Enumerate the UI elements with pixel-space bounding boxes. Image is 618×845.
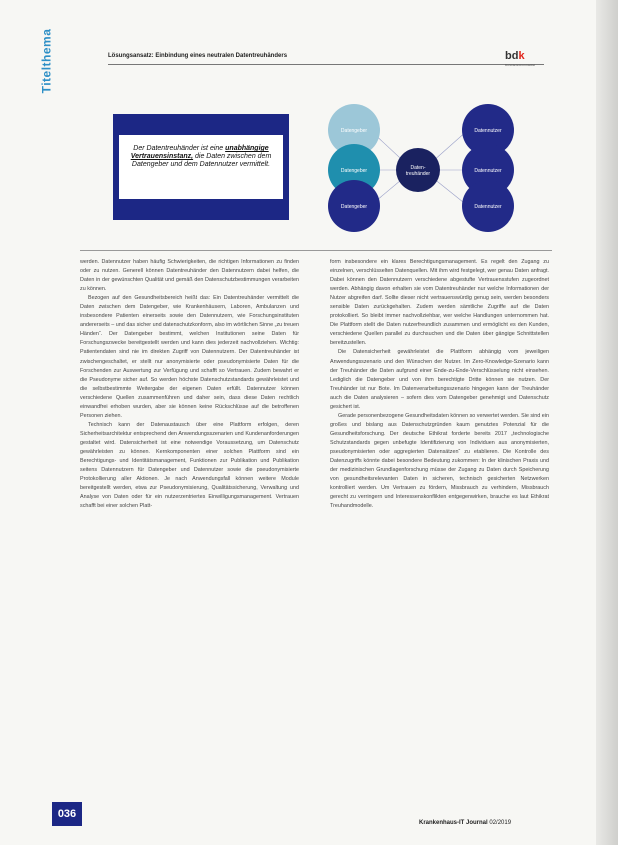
magazine-footer: Krankenhaus-IT Journal 02/2019 (419, 820, 512, 826)
datennutzer-label-1: Datennutzer (474, 128, 502, 134)
callout-inner (119, 135, 283, 199)
page-number: 036 (52, 802, 82, 826)
paragraph: Die Datensicherheit gewährleistet die Plattform abhängig vom jeweiligen Anwendungsszenario und den Wünschen der Nutzer. Im Zero-Knowledge-Szenario kann der Treuhänder die Daten aufgrund einer Ende-zu-Ende-Verschlüsselung nicht einsehen. Lediglich die Datengeber und von ihm berechtigte Dritte können sie nutzen. Der Treuhänder ist nur Bote. Im Datenverarbeitungsszenario hingegen kann der Treuhänder auch die Daten analysieren – sofern dies vom Datengeber genehmigt und Datenschutz gesichert ist. (330, 349, 549, 410)
datentreuhaender-label: Daten- (410, 165, 426, 171)
section-tab (39, 20, 65, 105)
paragraph: form insbesondere ein klares Berechtigungsmanagement. Es regelt den Zugang zu einzelnen, verschlüsselten Datenquellen. Mit ihm wird festgelegt, wer genau Daten anfragt. Dabei können den Datennutzern verschiedene abgestufte Vertrauensstufen zugeordnet werden. Abhängig davon erhalten sie vom Datentreuhänder nur welche Informationen der Nutzer abgreifen darf. Sollte dieser nicht vertrauenswürdig genug sein, werden besonders sensible Daten zurückgehalten. Zudem werden sämtliche Zugriffe auf die Daten protokolliert. So bleibt immer nachvollziehbar, wer welche Handlungen unternommen hat. Die Plattform stellt die Daten nutzerfreundlich zusammen und ermöglicht es den Kunden, verschiedene Quellen parallel zu durchsuchen und die Daten über gängige Schnittstellen bereitzustellen. (330, 259, 549, 347)
figure-header-title: Lösungsansatz: Einbindung eines neutralen Datentreuhänders (108, 53, 288, 59)
bdr-logo: bdk (505, 50, 525, 62)
datentreuhaender-label-2: treuhänder (405, 171, 431, 177)
page-edge-shadow (596, 0, 618, 845)
figure-divider (80, 250, 552, 251)
paragraph: Technisch kann der Datenaustausch über eine Plattform erfolgen, deren Sicherheitsarchitektur entsprechend den Anwendungsszenarien und Kundenanforderungen gestaltet wird. Datensicherheit ist eine notwendige Voraussetzung, um Datenschutz gewährleisten zu können. Kernkomponenten einer solchen Plattform sind ein Berechtigungs- und Identitätsmanagement, Funktionen zur Publikation und Publikation seitens Datennutzern für Datengeber und Datennutzer sowie die pseudonymisierte Protokollierung aller Aktionen. Je nach Anwendungsfall können weitere Module bereitgestellt werden, etwa zur Pseudonymisierung, Qualitätssicherung, Verwaltung und Analyse von Daten oder für ein nutzerzentriertes Einwilligungsmanagement. Vertrauen schafft bei einer solchen Platt- (80, 421, 299, 510)
logo-subtitle: BUNDESDRUCKEREI (505, 63, 536, 67)
datentreuhaender-diagram (318, 98, 544, 236)
datennutzer-label-2: Datennutzer (474, 168, 502, 174)
header-divider (108, 64, 544, 65)
datengeber-label-1: Datengeber (340, 128, 368, 134)
article-column-left (80, 258, 299, 806)
section-tab-label: Titelthema (39, 28, 54, 94)
datengeber-label-2: Datengeber (340, 168, 368, 174)
article-column-right (330, 258, 549, 750)
paragraph: Gerade personenbezogene Gesundheitsdaten können so verwertet werden. Sie sind ein großes und bislang aus Datenschutzgründen kaum genutztes Potenzial für die Gesundheitsforschung. Der deutsche Ethikrat forderte bereits 2017 „technologische Schutzstandards gegen unbefugte Identifizierung von Individuen aus anonymisierten, pseudonymisierten oder aggregierten Datensätzen“ zu etablieren. Die Kontrolle des Datenzugriffs könnte dabei besondere Bedeutung zukommen: In der klinischen Praxis und der medizinischen Grundlagenforschung müsse der Zugang zu Daten durch Speicherung von gesundheitsrelevanten Daten in sicheren, technisch gesicherten Netzwerken kontrolliert werden. Um Vertrauen zu fördern, Missbrauch zu verhindern, Missbrauch gerecht zu verringern und Interessenskonflikten entgegenwirken, brauche es laut Ethikrat Treuhandmodelle. (330, 412, 549, 510)
datengeber-label-3: Datengeber (340, 204, 368, 210)
callout-box (113, 114, 289, 220)
datennutzer-label-3: Datennutzer (474, 204, 502, 210)
paragraph: Bezogen auf den Gesundheitsbereich heißt das: Ein Datentreuhänder vermittelt die Daten zwischen dem Datengeber, wie Krankenhäusern, Laboren, Ambulanzen und insbesondere Patienten einerseits sowie den Datennutzern, wie Forschungsinstituten andererseits – und das sicher und datenschutzkonform, also im wörtlichen Sinne „zu treuen Händen“. Der Datengeber bestimmt, welchen Institutionen seine Daten für Forschungszwecke bereitgestellt werden und kann dies jederzeit nachvollziehen. Wichtig: Patientendaten sind nie im direkten Zugriff von Datennutzern. Der Datentreuhänder ist zwischengeschaltet, er stellt nur anonymisierte oder pseudonymisierte Daten für die Forschenden zur Auswertung zur Verfügung und schafft so Vertrauen. Zudem bewahrt er die Pseudonyme sicher auf. So werden höchste Datenschutzstandards gewährleistet und die selbstbestimmte Weitergabe der eigenen Daten erfüllt. Datennutzer können verschiedene Quellen zusammenführen und daher sein, dass diese Daten rechtlich einwandfrei erhoben wurden, aber sie können keine Rückschlüsse auf die betroffenen Personen ziehen. (80, 295, 299, 419)
paragraph: werden. Datennutzer haben häufig Schwierigkeiten, die richtigen Informationen zu finden oder zu nutzen. Generell können Datentreuhänder den Datennutzern dabei helfen, die Daten in der gewünschten Qualität und gemäß den Datenschutzbestimmungen verarbeiten zu können. (80, 259, 299, 293)
callout-text: Der Datentreuhänder ist eine unabhängige Vertrauensinstanz, die Daten zwischen dem Datengeber und dem Datennutzer vermittelt. (130, 145, 272, 168)
